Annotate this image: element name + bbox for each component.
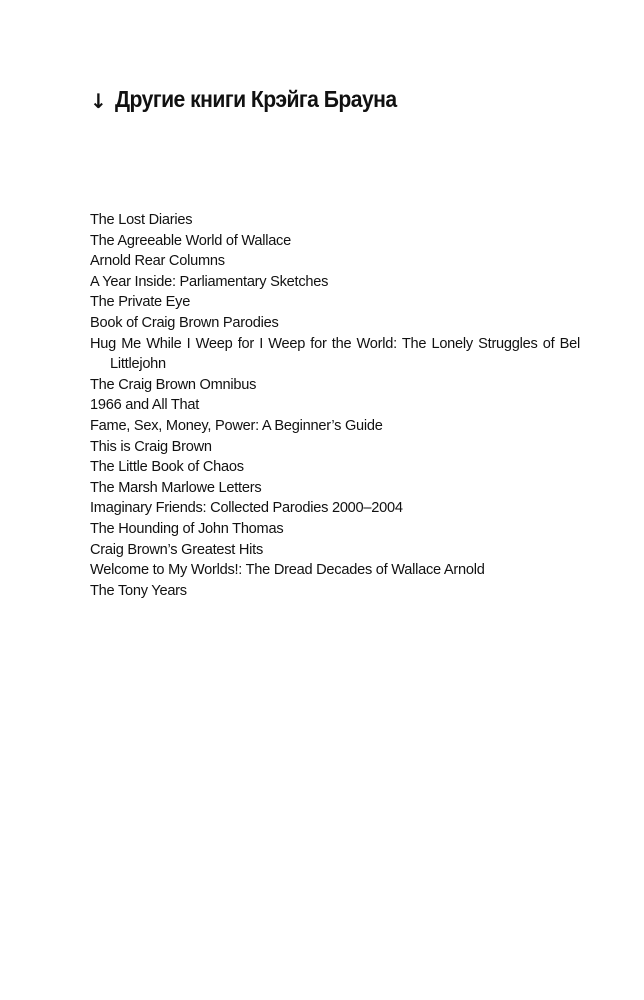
book-item: Craig Brown’s Greatest Hits <box>90 541 264 558</box>
arrow-down-icon: ↓ <box>90 88 107 113</box>
book-item: Imaginary Friends: Collected Parodies 2000–2004 <box>90 500 403 517</box>
book-item: The Marsh Marlowe Letters <box>90 479 262 496</box>
book-item: The Lost Diaries <box>90 212 193 228</box>
book-item: This is Craig Brown <box>90 438 212 455</box>
book-item: 1966 and All That <box>90 397 200 414</box>
book-list <box>90 210 580 601</box>
book-item: The Private Eye <box>90 294 191 311</box>
book-item: The Craig Brown Omnibus <box>90 376 257 393</box>
book-item: The Little Book of Chaos <box>90 459 244 476</box>
book-item: Arnold Rear Columns <box>90 253 225 270</box>
page-heading <box>90 86 421 114</box>
book-item: Book of Craig Brown Parodies <box>90 314 279 331</box>
book-item: A Year Inside: Parliamentary Sketches <box>90 273 329 290</box>
book-item: The Agreeable World of Wallace <box>90 232 291 249</box>
book-item: Hug Me While I Weep for I Weep for the World: The Lonely Struggles of Bel Littlejohn <box>90 335 580 373</box>
book-item: Welcome to My Worlds!: The Dread Decades of Wallace Arnold <box>90 562 485 579</box>
book-item: The Tony Years <box>90 582 187 599</box>
page-title: Другие книги Крэйга Брауна <box>114 86 397 112</box>
book-item: The Hounding of John Thomas <box>90 520 284 537</box>
book-item: Fame, Sex, Money, Power: A Beginner’s Guide <box>90 417 383 434</box>
